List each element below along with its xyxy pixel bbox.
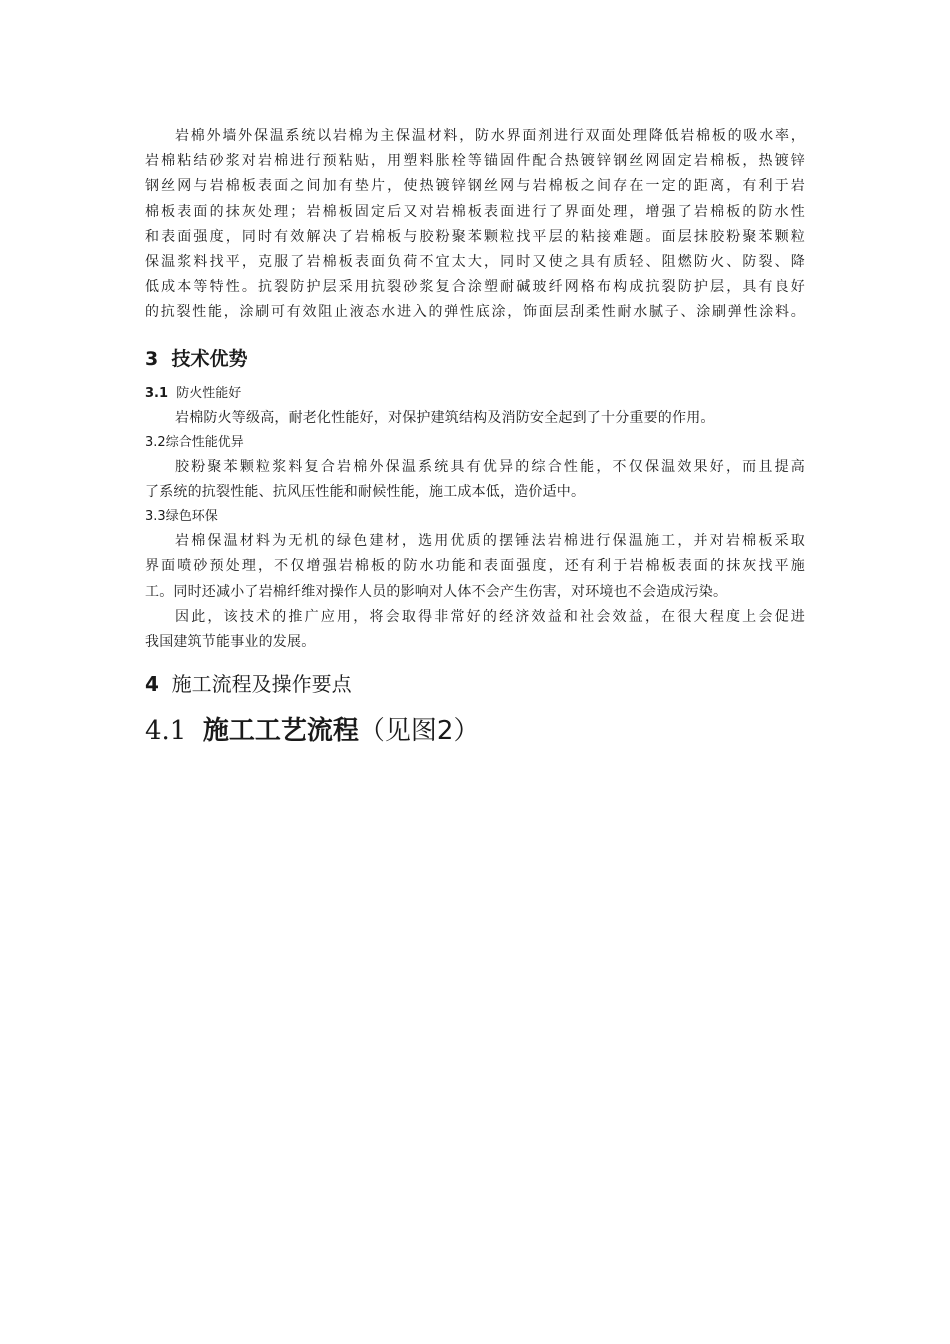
paragraph-line: 岩棉防火等级高，耐老化性能好，对保护建筑结构及消防安全起到了十分重要的作用。 [175, 409, 715, 426]
subsection-title: 综合性能优异 [165, 434, 244, 450]
section-number: 3 [145, 347, 159, 370]
subsection-3-3-paragraph [145, 529, 805, 605]
paragraph-line: 我国建筑节能事业的发展。 [145, 634, 316, 651]
paragraph-line: 棉板表面的抹灰处理；岩棉板固定后又对岩棉板表面进行了界面处理，增强了岩棉板的防水性 [145, 203, 805, 220]
document-body [145, 124, 805, 751]
paragraph-line: 岩棉粘结砂浆对岩棉进行预粘贴，用塑料胀栓等锚固件配合热镀锌钢丝网固定岩棉板，热镀锌 [145, 153, 805, 170]
section-number: 4 [145, 672, 159, 697]
intro-paragraph [145, 124, 805, 326]
subsection-number: 4.1 [145, 716, 187, 747]
paragraph-line: 界面喷砂预处理，不仅增强岩棉板的防水功能和表面强度，还有利于岩棉板表面的抹灰找平施 [145, 558, 805, 575]
paragraph-line: 低成本等特性。抗裂防护层采用抗裂砂浆复合涂塑耐碱玻纤网格布构成抗裂防护层，具有良好 [145, 279, 805, 296]
subsection-3-1-heading [145, 382, 805, 406]
conclusion-paragraph [145, 605, 805, 655]
section-4-heading [145, 669, 805, 699]
paragraph-line: 胶粉聚苯颗粒浆料复合岩棉外保温系统具有优异的综合性能，不仅保温效果好，而且提高 [175, 458, 805, 475]
subsection-title: 绿色环保 [165, 509, 218, 525]
subsection-3-3-heading [145, 505, 805, 529]
subsection-3-2-paragraph [145, 455, 805, 505]
subsection-number: 3.1 [145, 385, 169, 401]
subsection-3-2-heading [145, 431, 805, 455]
paragraph-line: 的抗裂性能，涂刷可有效阻止液态水进入的弹性底涂，饰面层刮柔性耐水腻子、涂刷弹性涂料。 [145, 304, 805, 321]
subsection-number: 3.3 [145, 509, 166, 525]
paragraph-line: 钢丝网与岩棉板表面之间加有垫片，使热镀锌钢丝网与岩棉板之间存在一定的距离，有利于岩 [145, 178, 805, 195]
subsection-title-tail: （见图2） [358, 716, 480, 747]
subsection-number: 3.2 [145, 434, 166, 450]
section-3-heading [145, 346, 805, 372]
paragraph-line: 因此，该技术的推广应用，将会取得非常好的经济效益和社会效益，在很大程度上会促进 [175, 608, 805, 625]
subsection-title: 防火性能好 [176, 385, 242, 401]
paragraph-line: 了系统的抗裂性能、抗风压性能和耐候性能，施工成本低，造价适中。 [145, 484, 586, 501]
paragraph-line: 和表面强度，同时有效解决了岩棉板与胶粉聚苯颗粒找平层的粘接难题。面层抹胶粉聚苯颗粒 [145, 228, 805, 245]
paragraph-line: 岩棉保温材料为无机的绿色建材，选用优质的摆锤法岩棉进行保温施工，并对岩棉板采取 [175, 533, 805, 550]
section-title: 施工流程及操作要点 [171, 672, 352, 697]
subsection-4-1-heading [145, 711, 805, 751]
subsection-title: 施工工艺流程 [202, 716, 359, 747]
paragraph-line: 工。同时还减小了岩棉纤维对操作人员的影响对人体不会产生伤害，对环境也不会造成污染。 [145, 583, 728, 600]
paragraph-line: 岩棉外墙外保温系统以岩棉为主保温材料，防水界面剂进行双面处理降低岩棉板的吸水率， [175, 128, 805, 144]
paragraph-line: 保温浆料找平，克服了岩棉板表面负荷不宜太大，同时又使之具有质轻、阻燃防火、防裂、降 [145, 254, 805, 271]
section-title: 技术优势 [171, 347, 248, 370]
subsection-3-1-paragraph [145, 406, 805, 431]
